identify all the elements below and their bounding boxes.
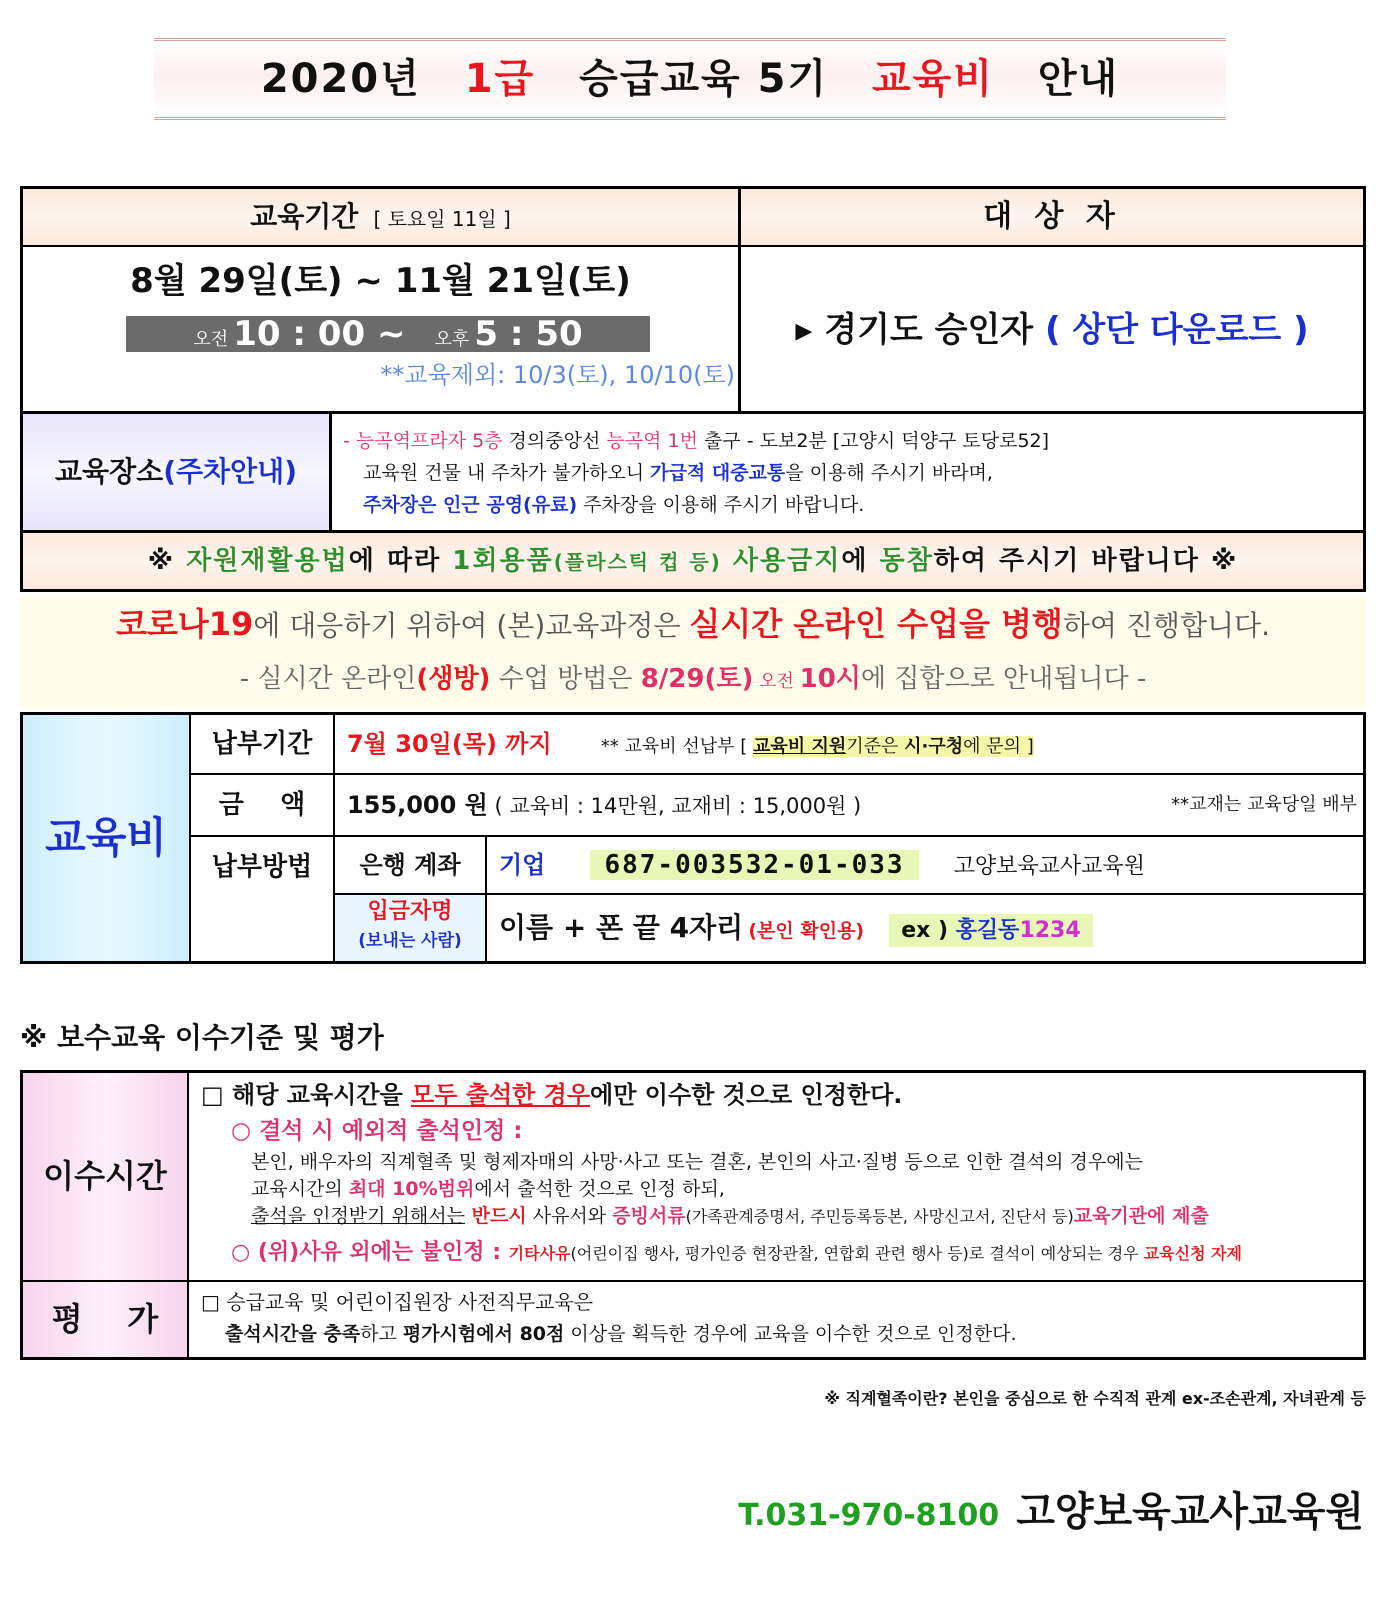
evaluation-line-1: □ 승급교육 및 어린이집원장 사전직무교육은 — [201, 1290, 594, 1314]
target-body — [741, 249, 1363, 411]
notice-mark-right: ※ — [1210, 546, 1239, 576]
evaluation-label: 평 가 — [23, 1282, 187, 1357]
section-heading: ※ 보수교육 이수기준 및 평가 — [20, 1021, 384, 1054]
location-label — [23, 414, 329, 530]
completion-label: 이수시간 — [23, 1073, 187, 1280]
footer — [738, 1482, 1364, 1542]
account-row — [499, 837, 1359, 893]
amount-label: 금 액 — [218, 790, 306, 820]
absence-docs: 출석을 인정받기 위해서는 반드시 사유서와 증빙서류(가족관계증명서, 주민등록등본, 사망신고서, 진단서 등)교육기관에 제출 — [251, 1205, 1209, 1227]
depositor-example: ex ) 홍길동1234 — [889, 914, 1092, 947]
completion-body — [201, 1077, 1361, 1277]
fee-label: 교육비 — [23, 715, 189, 961]
depositor-label-cell — [335, 895, 485, 961]
title-fee: 교육비 — [872, 56, 994, 102]
absence-limit: 교육시간의 최대 10%범위에서 출석한 것으로 인정 하되, — [251, 1178, 725, 1200]
location-details — [343, 425, 1353, 521]
time-pm: 오후 — [434, 329, 470, 350]
absence-not-accepted: ○ (위)사유 외에는 불인정 : 기타사유(어린이집 행사, 평가인증 현장관찰, 연합회 관련 행사 등)로 결석이 예상되는 경우 교육신청 자제 — [231, 1240, 1243, 1265]
depositor-row — [499, 895, 1359, 961]
due-value: 7월 30일(목) 까지 — [347, 730, 552, 758]
depositor-sub: (보내는 사람) — [358, 931, 462, 951]
target-text: ▸ 경기도 승인자 — [795, 310, 1034, 350]
footer-org: 고양보육교사교육원 — [1016, 1489, 1364, 1535]
time-start: 10 : 00 ~ — [233, 314, 406, 354]
evaluation-body — [201, 1286, 1361, 1350]
evaluation-line-2: 출석시간을 충족하고 평가시험에서 80점 이상을 획득한 경우에 교육을 이수한 것으로 인정한다. — [225, 1323, 1017, 1345]
depositor-format: 이름 + 폰 끝 4자리 — [499, 911, 744, 944]
period-header-note: [ 토요일 11일 ] — [373, 207, 511, 231]
covid-line-2: - 실시간 온라인(생방) 수업 방법은 8/29(토) 오전 10시에 집합으로 안내됩니다 - — [239, 664, 1147, 694]
period-exclude: **교육제외: 10/3(토), 10/10(토) — [380, 361, 735, 389]
fee-table — [20, 712, 1366, 964]
period-header — [23, 189, 738, 245]
absence-exception-title: ○ 결석 시 예외적 출석인정 : — [231, 1118, 523, 1144]
time-end: 5 : 50 — [474, 314, 583, 354]
depositor-purpose: (본인 확인용) — [748, 920, 865, 942]
due-note: ** 교육비 선납부 [ 교육비 지원기준은 시·구청에 문의 ] — [600, 736, 1034, 757]
amount-value: 155,000 원 — [347, 791, 488, 819]
completion-table — [20, 1070, 1366, 1360]
account-number[interactable]: 687-003532-01-033 — [590, 850, 918, 880]
account-holder: 고양보육교사교육원 — [953, 854, 1145, 879]
period-header-label: 교육기간 — [250, 200, 359, 233]
parking-info-label: (주차안내) — [163, 455, 297, 488]
location-line-1: - 능곡역프라자 5층 경의중앙선 능곡역 1번 출구 - 도보2분 [고양시 덕양구 토당로52] — [343, 430, 1050, 452]
covid-notice — [20, 596, 1366, 708]
covid-line-1: 코로나19에 대응하기 위하여 (본)교육과정은 실시간 온라인 수업을 병행하여 진행합니다. — [115, 605, 1270, 643]
title-course: 승급교육 5기 — [579, 56, 829, 102]
absence-exception-desc: 본인, 배우자의 직계혈족 및 형제자매의 사망·사고 또는 결혼, 본인의 사고·질병 등으로 인한 결석의 경우에는 — [251, 1151, 1143, 1173]
bank-name: 기업 — [499, 851, 546, 879]
footnote: ※ 직계혈족이란? 본인을 중심으로 한 수직적 관계 ex-조손관계, 자녀관계 등 — [824, 1389, 1366, 1408]
recycling-notice: ※ 자원재활용법에 따라 1회용품(플라스틱 컵 등) 사용금지에 동참하여 주시기 바랍니다 ※ — [23, 533, 1363, 589]
title-year: 2020년 — [260, 56, 421, 102]
location-line-3: 주차장은 인근 공영(유료) 주차장을 이용해 주시기 바랍니다. — [363, 494, 865, 516]
footer-phone[interactable]: T.031-970-8100 — [738, 1498, 1000, 1533]
amount-detail: ( 교육비 : 14만원, 교재비 : 15,000원 ) — [487, 794, 862, 818]
title-grade: 1급 — [464, 56, 536, 102]
time-am: 오전 — [193, 329, 229, 350]
title-guide: 안내 — [1037, 56, 1120, 102]
amount-note: **교재는 교육당일 배부 — [1171, 794, 1357, 815]
depositor-label: 입금자명 — [367, 899, 453, 924]
completion-rule: □ 해당 교육시간을 모두 출석한 경우에만 이수한 것으로 인정한다. — [201, 1081, 903, 1109]
amount-row — [347, 775, 1357, 835]
target-header: 대 상 자 — [741, 189, 1363, 245]
location-line-2: 교육원 건물 내 주차가 불가하오니 가급적 대중교통을 이용해 주시기 바라며, — [363, 462, 993, 484]
method-label: 납부방법 — [211, 852, 313, 882]
target-download-link[interactable]: ( 상단 다운로드 ) — [1045, 310, 1309, 350]
account-label: 은행 계좌 — [359, 851, 461, 879]
page-title — [154, 38, 1226, 120]
due-row — [347, 715, 1357, 773]
location-label-text: 교육장소 — [55, 455, 164, 488]
notice-mark-left: ※ — [147, 546, 176, 576]
period-time-bar — [126, 316, 650, 352]
period-dates: 8월 29일(토) ~ 11월 21일(토) — [130, 261, 631, 301]
info-table — [20, 186, 1366, 592]
due-label: 납부기간 — [211, 729, 313, 759]
